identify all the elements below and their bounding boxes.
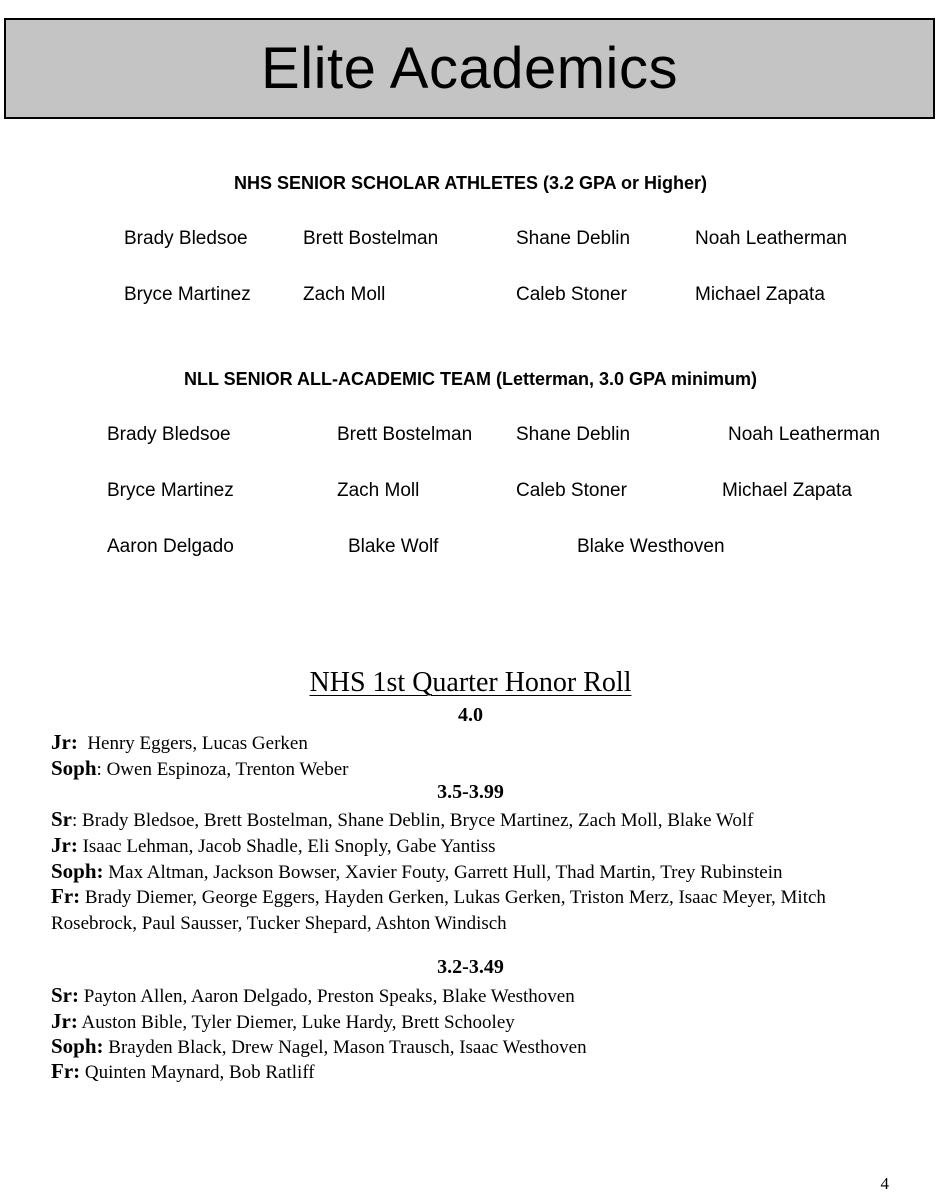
all-academic-name: Zach Moll [337, 480, 420, 501]
grade-label: Sr [51, 807, 72, 831]
honor-roll-row [51, 982, 881, 1010]
honor-roll-row [51, 832, 881, 860]
scholar-name: Brett Bostelman [303, 228, 439, 249]
student-names: Brayden Black, Drew Nagel, Mason Trausch, Isaac Westhoven [103, 1037, 587, 1058]
scholar-name: Brady Bledsoe [124, 228, 248, 249]
scholar-athletes-heading: NHS SENIOR SCHOLAR ATHLETES (3.2 GPA or Higher) [233, 173, 708, 193]
grade-label: Fr: [51, 884, 81, 908]
all-academic-name: Noah Leatherman [728, 424, 881, 445]
honor-roll-row [51, 1058, 881, 1086]
all-academic-name: Brett Bostelman [337, 424, 473, 445]
grade-label: Fr: [51, 1059, 81, 1083]
grade-label: Jr: [51, 730, 78, 754]
scholar-name: Zach Moll [303, 284, 386, 305]
honor-roll-row [51, 755, 881, 783]
honor-roll-title: NHS 1st Quarter Honor Roll [309, 667, 632, 698]
honor-roll-row [51, 1008, 881, 1036]
scholar-name: Michael Zapata [695, 284, 825, 305]
all-academic-name: Bryce Martinez [107, 480, 234, 501]
all-academic-name: Brady Bledsoe [107, 424, 231, 445]
all-academic-name: Michael Zapata [722, 480, 852, 501]
gpa-band-heading: 4.0 [458, 704, 483, 726]
scholar-name: Bryce Martinez [124, 284, 251, 305]
page-number: 4 [880, 1174, 889, 1193]
all-academic-heading: NLL SENIOR ALL-ACADEMIC TEAM (Letterman, 3.0 GPA minimum) [183, 369, 758, 389]
page-title: Elite Academics [261, 36, 678, 101]
student-names: Payton Allen, Aaron Delgado, Preston Speaks, Blake Westhoven [79, 986, 575, 1007]
all-academic-name: Blake Wolf [348, 536, 439, 557]
honor-roll-row [51, 1033, 881, 1061]
all-academic-name: Aaron Delgado [107, 536, 234, 557]
student-names: Isaac Lehman, Jacob Shadle, Eli Snoply, Gabe Yantiss [77, 836, 496, 857]
grade-label: Jr: [51, 1009, 78, 1033]
honor-roll-row [51, 729, 881, 757]
student-names: Auston Bible, Tyler Diemer, Luke Hardy, Brett Schooley [77, 1012, 515, 1033]
student-names: Max Altman, Jackson Bowser, Xavier Fouty, Garrett Hull, Thad Martin, Trey Rubinstein [103, 862, 783, 883]
grade-label: Soph: [51, 859, 104, 883]
title-banner [4, 18, 935, 119]
grade-label: Soph [51, 756, 97, 780]
honor-roll-row [51, 883, 881, 937]
grade-label: Soph: [51, 1034, 104, 1058]
grade-label: Sr: [51, 983, 79, 1007]
scholar-name: Caleb Stoner [516, 284, 627, 305]
student-names: Brady Diemer, George Eggers, Hayden Gerken, Lukas Gerken, Triston Merz, Isaac Meyer, Mitch Rosebrock, Paul Sausser, Tucker Shepard, Ashton Windisch [51, 887, 826, 934]
student-names: : Brady Bledsoe, Brett Bostelman, Shane Deblin, Bryce Martinez, Zach Moll, Blake Wolf [72, 810, 754, 831]
student-names: Quinten Maynard, Bob Ratliff [80, 1062, 315, 1083]
student-names: : Owen Espinoza, Trenton Weber [96, 759, 349, 780]
grade-label: Jr: [51, 833, 78, 857]
honor-roll-row [51, 858, 881, 886]
gpa-band-heading: 3.5-3.99 [437, 781, 504, 803]
scholar-name: Shane Deblin [516, 228, 631, 249]
all-academic-name: Blake Westhoven [577, 536, 725, 557]
gpa-band-heading: 3.2-3.49 [437, 956, 504, 978]
all-academic-name: Caleb Stoner [516, 480, 627, 501]
honor-roll-row [51, 806, 881, 834]
student-names: Henry Eggers, Lucas Gerken [77, 733, 308, 754]
all-academic-name: Shane Deblin [516, 424, 631, 445]
scholar-name: Noah Leatherman [695, 228, 848, 249]
